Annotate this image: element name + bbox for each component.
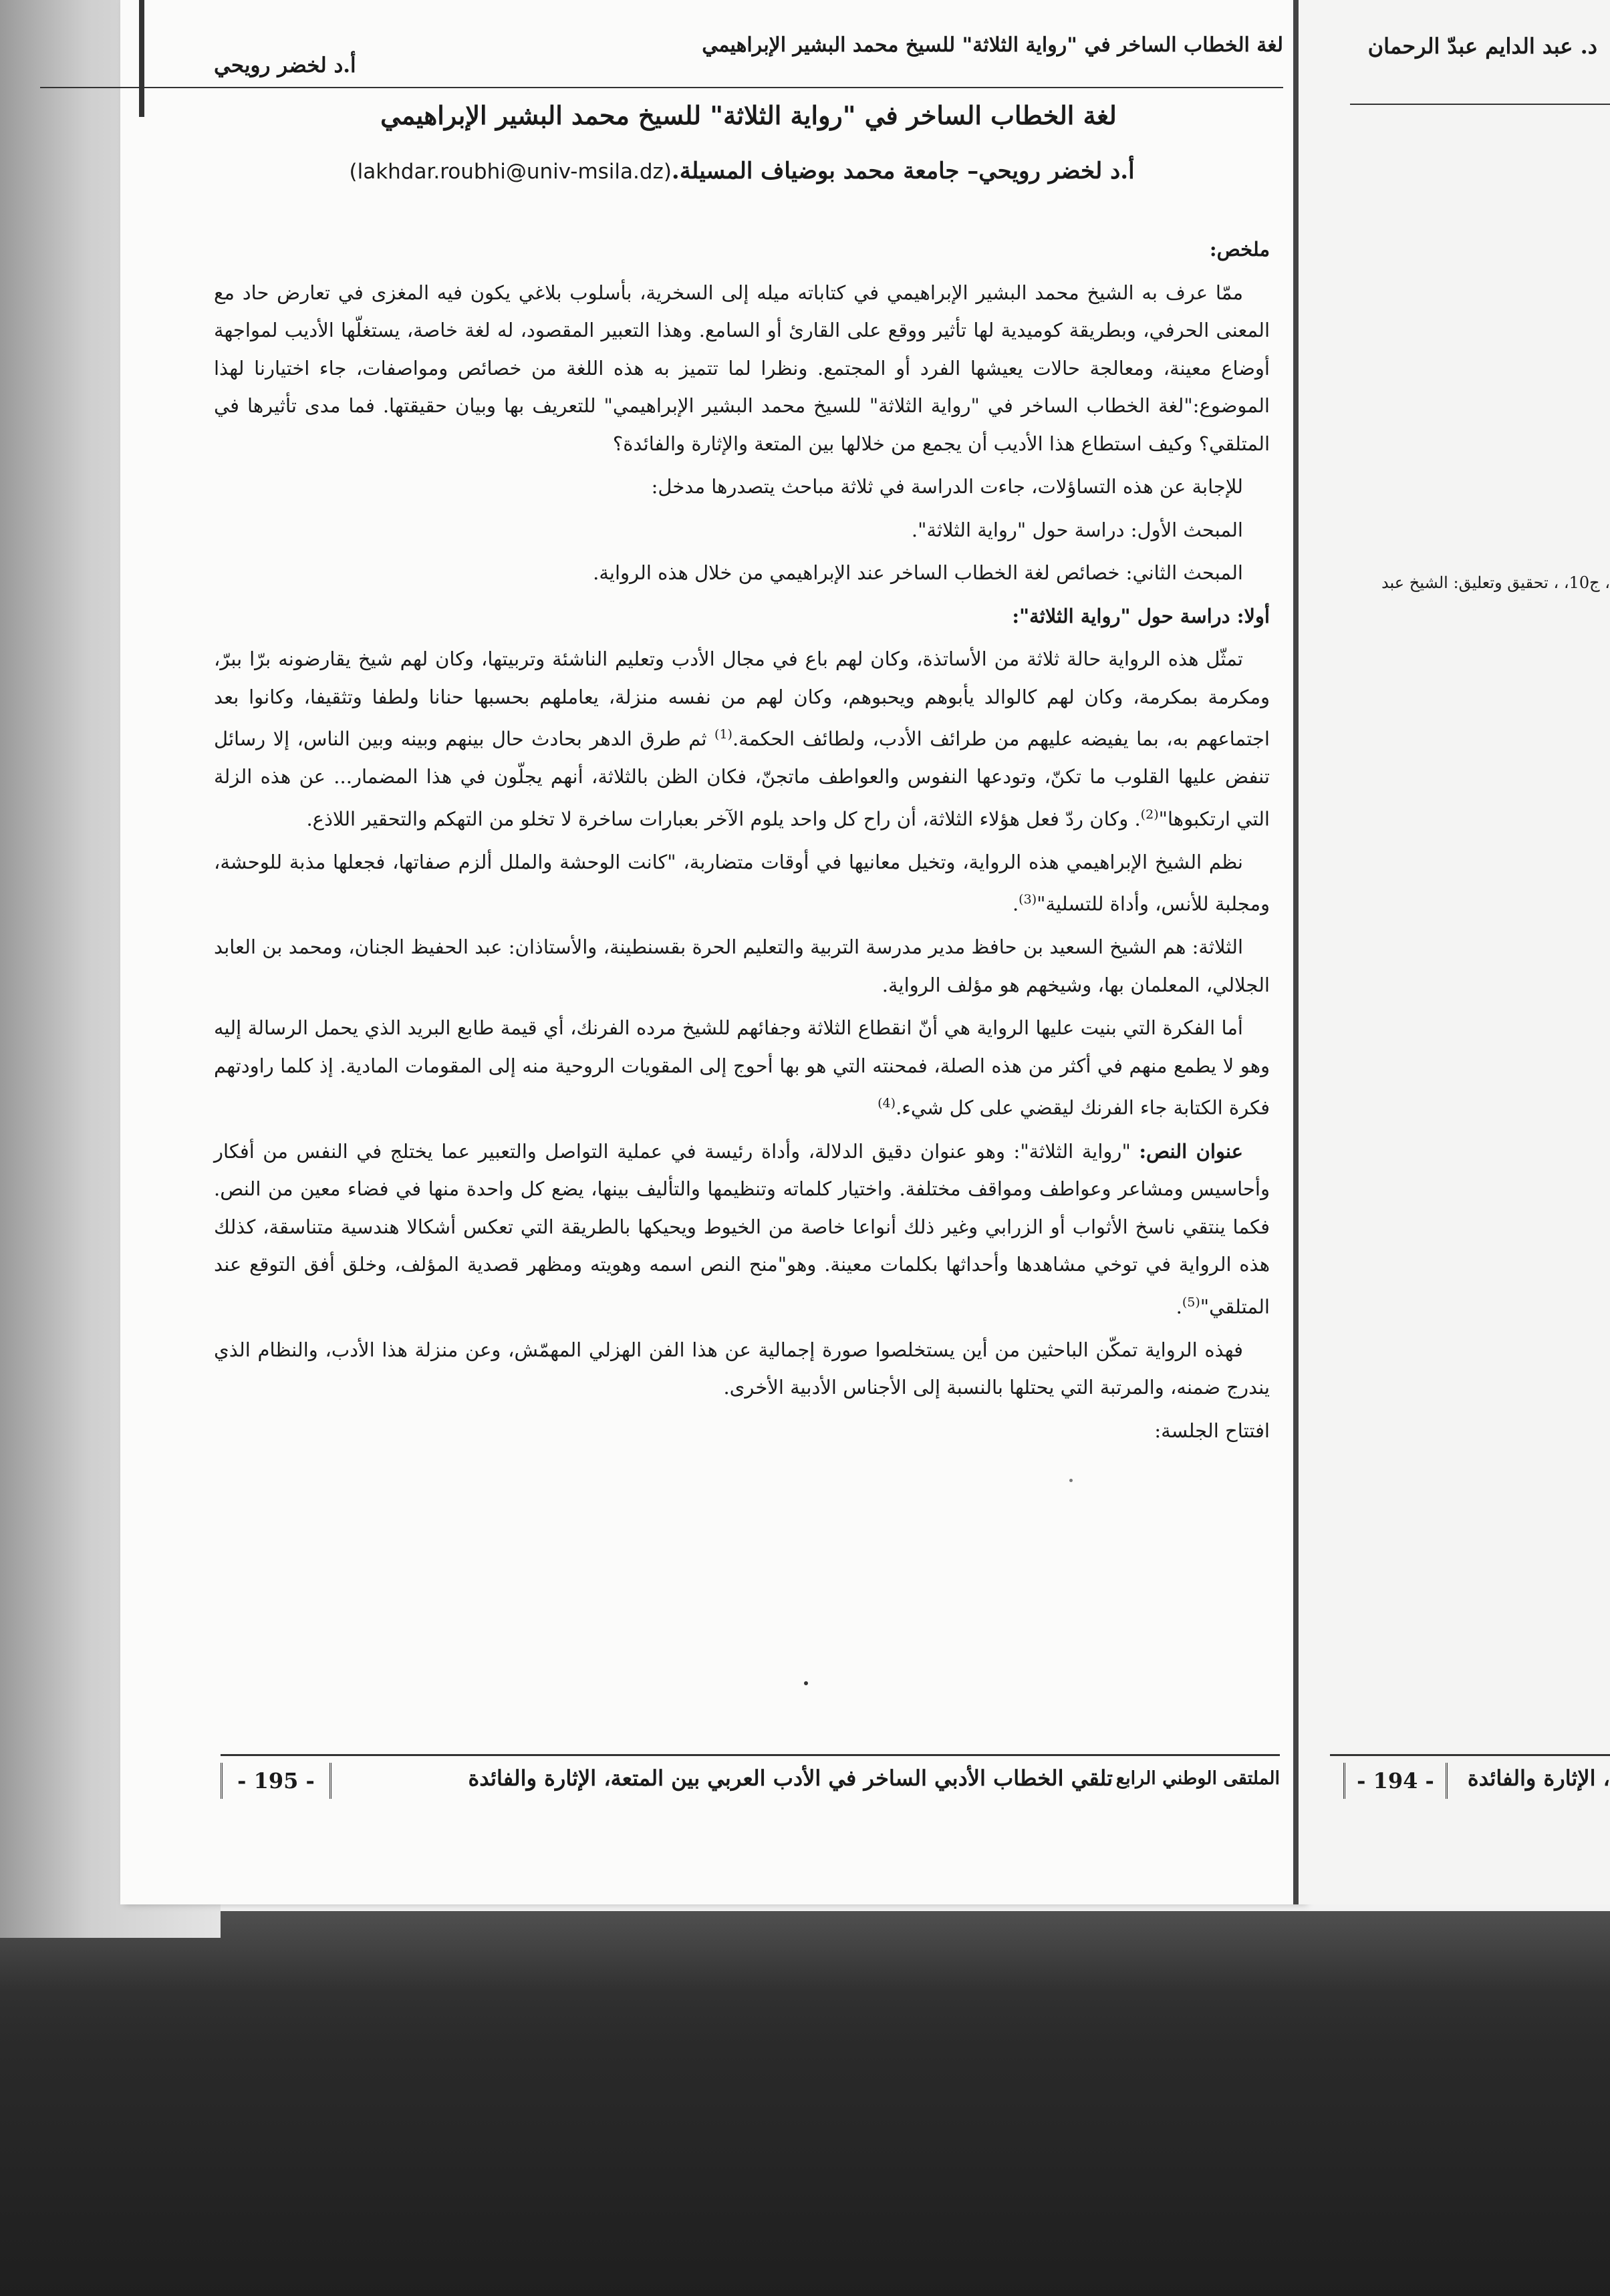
paragraph bbox=[214, 843, 1270, 923]
footer-rule bbox=[221, 1754, 1280, 1756]
paragraph: للإجابة عن هذه التساؤلات، جاءت الدراسة في ثلاثة مباحث يتصدرها مدخل: bbox=[651, 475, 1243, 498]
running-author: أ.د لخضر رويحي bbox=[214, 53, 356, 78]
side-footnote-fragment: ، ج10، ، تحقيق وتعليق: الشيخ عبد bbox=[1381, 573, 1610, 592]
ink-dot bbox=[804, 1681, 808, 1685]
running-title: لغة الخطاب الساخر في "رواية الثلاثة" للسيخ محمد البشير الإبراهيمي bbox=[702, 33, 1283, 57]
side-running-author: د. عبد الدايم عبدّ الرحمان bbox=[1367, 33, 1597, 59]
paragraph bbox=[214, 1133, 1270, 1326]
summary-heading: ملخص: bbox=[1209, 238, 1270, 261]
paragraph: ممّا عرف به الشيخ محمد البشير الإبراهيمي في كتاباته ميله إلى السخرية، بأسلوب بلاغي يكون فيه المغزى في تعارض حاد مع المعنى الحرفي، وبطريقة كوميدية لها تأثير ووقع على القارئ أو السامع. وهذا التعبير المقصود، له لغة خاصة، يستغلّها الأديب لمواجهة أوضاع معينة، ومعالجة حالات يعيشها الفرد أو المجتمع. ونظرا لما تتميز به هذه اللغة من خصائص ومواصفات، جاء اختيارنا لهذا الموضوع:"لغة الخطاب الساخر في "رواية الثلاثة" للسيخ محمد البشير الإبراهيمي" للتعريف بها وبيان حقيقتها. فما مدى تأثيرها في المتلقي؟ وكيف استطاع هذا الأديب أن يجمع من خلالها بين المتعة والإثارة والفائدة؟ bbox=[214, 281, 1270, 455]
header-rule bbox=[40, 87, 1283, 88]
side-header-rule bbox=[1350, 104, 1610, 105]
scanner-shadow bbox=[0, 1911, 1610, 2296]
paragraph-text: . وكان ردّ فعل هؤلاء الثلاثة، أن راح كل واحد يلوم الآخر بعبارات ساخرة لا تخلو من التهكم والتحقير اللاذع. bbox=[306, 807, 1141, 831]
footnote-ref[interactable]: (4) bbox=[878, 1096, 896, 1111]
paragraph: المبحث الثاني: خصائص لغة الخطاب الساخر عند الإبراهيمي من خلال هذه الرواية. bbox=[593, 561, 1243, 584]
side-page-footer bbox=[1330, 1759, 1610, 1806]
binding-line bbox=[139, 0, 144, 117]
paragraph bbox=[214, 1009, 1270, 1127]
adjacent-page bbox=[1299, 0, 1610, 1904]
article-body bbox=[214, 231, 1270, 1455]
conference-theme: تلقي الخطاب الأدبي الساخر في الأدب العربي بين المتعة، الإثارة والفائدة bbox=[468, 1765, 1113, 1791]
scan-speck bbox=[1069, 1479, 1073, 1482]
footnote-ref[interactable]: (5) bbox=[1182, 1294, 1200, 1310]
paragraph-text: . bbox=[1012, 892, 1019, 915]
paragraph bbox=[214, 640, 1270, 838]
page-footer bbox=[221, 1759, 1280, 1806]
paragraph-text: نظم الشيخ الإبراهيمي هذه الرواية، وتخيل معانيها في أوقات متضاربة، "كانت الوحشة والملل ألزم صفاتها، فجعلها مذبة للوحشة، ومجلبة للأنس، وأداة للتسلية" bbox=[214, 850, 1270, 915]
paragraph-text: أما الفكرة التي بنيت عليها الرواية هي أنّ انقطاع الثلاثة وجفائهم للشيخ مرده الفرنك، أي قيمة طابع البريد الذي يحمل الرسالة إليه وهو لا يطمع منهم في أكثر من هذه الصلة، فمحنته التي هو بها أحوج إلى المقويات الروحية منه إلى المقومات المادية. إذ كلما راودتهم فكرة الكتابة جاء الفرنك ليقضي على كل شيء. bbox=[214, 1016, 1270, 1120]
side-conference-theme: ، الإثارة والفائدة bbox=[1467, 1765, 1610, 1791]
page-number: - 195 - bbox=[221, 1763, 331, 1799]
section-heading: أولا: دراسة حول "رواية الثلاثة": bbox=[1012, 604, 1270, 627]
footnote-ref[interactable]: (3) bbox=[1019, 892, 1037, 907]
text-title-label: عنوان النص: bbox=[1139, 1139, 1243, 1163]
author-affiliation: أ.د لخضر رويحي– جامعة محمد بوضياف المسيلة. bbox=[671, 158, 1135, 184]
side-footer-rule bbox=[1330, 1754, 1610, 1756]
paragraph-text: "رواية الثلاثة": وهو عنوان دقيق الدلالة، وأداة رئيسة في عملية التواصل والتعبير عما يختلج في النفس من أفكار وأحاسيس ومشاعر وعواطف ومواقف مختلفة. واختيار كلماته وتنظيمها والتأليف بينها، يضع كل واحدة منها في فضاء معين من النص. فكما ينتقي ناسخ الأثواب أو الزرابي وغير ذلك أنواعا خاصة من الخيوط ويحيكها بالطريقة التي تعكس أشكالا هندسية متناسقة، كذلك هذه الرواية في توخي مشاهدها وأحداثها بكلمات معينة. وهو"منح النص اسمه وهويته ومظهر قصدية المؤلف، وخلق أفق التوقع عند المتلقي" bbox=[214, 1139, 1270, 1318]
conference-name: الملتقى الوطني الرابع bbox=[1115, 1768, 1280, 1789]
scanner-glare bbox=[0, 1911, 1610, 1991]
footnote-ref[interactable]: (2) bbox=[1140, 807, 1159, 822]
page-gutter-line bbox=[1293, 0, 1299, 1904]
running-header bbox=[214, 27, 1283, 80]
footnote-ref[interactable]: (1) bbox=[714, 727, 732, 742]
side-page-number: - 194 - bbox=[1343, 1763, 1448, 1799]
author-email[interactable]: (lakhdar.roubhi@univ-msila.dz) bbox=[349, 160, 672, 184]
paragraph: الثلاثة: هم الشيخ السعيد بن حافظ مدير مدرسة التربية والتعليم الحرة بقسنطينة، والأستاذان: عبد الحفيظ الجنان، ومحمد بن العابد الجلالي، المعلمان بها، وشيخهم هو مؤلف الرواية. bbox=[214, 936, 1270, 996]
paragraph: المبحث الأول: دراسة حول "رواية الثلاثة". bbox=[911, 518, 1243, 541]
paragraph: فهذه الرواية تمكّن الباحثين من أين يستخلصوا صورة إجمالية عن هذا الفن الهزلي المهمّش، وعن منزلة هذا الأدب، والنظام الذي يندرج ضمنه، والمرتبة التي يحتلها بالنسبة إلى الأجناس الأدبية الأخرى. bbox=[214, 1338, 1270, 1399]
paragraph-text: تمثّل هذه الرواية حالة ثلاثة من الأساتذة، وكان لهم باع في مجال الأدب وتعليم الناشئة وتربيتها، وكان لهم شيخ يقارضونه برّا ببرّ، ومكرمة بمكرمة، وكان لهم كالوالد يأبوهم ويحبوهم، وكان لهم من نفسه منزلة، يعاملهم بحسبها حنانا ولطفا وتثقيفا، وكانوا بعد اجتماعهم به، بما يفيضه عليهم من طرائف الأدب، ولطائف الحكمة. bbox=[214, 648, 1270, 750]
opening-line: افتتاح الجلسة: bbox=[1154, 1419, 1270, 1442]
paragraph-text: ثم طرق الدهر بحادث حال بينهم وبينه وبين الناس، إلا رسائل تنفض عليها القلوب ما تكنّ، وتودعها النفوس والعواطف ماتجنّ، فكان الظن بالثلاثة، أنهم يجلّون في هذا المضمار... عن هذه الزلة التي ارتكبوها" bbox=[214, 727, 1270, 831]
author-byline bbox=[214, 158, 1270, 184]
article-title: لغة الخطاب الساخر في "رواية الثلاثة" للسيخ محمد البشير الإبراهيمي bbox=[380, 100, 1117, 130]
paragraph-text: . bbox=[1176, 1295, 1182, 1318]
